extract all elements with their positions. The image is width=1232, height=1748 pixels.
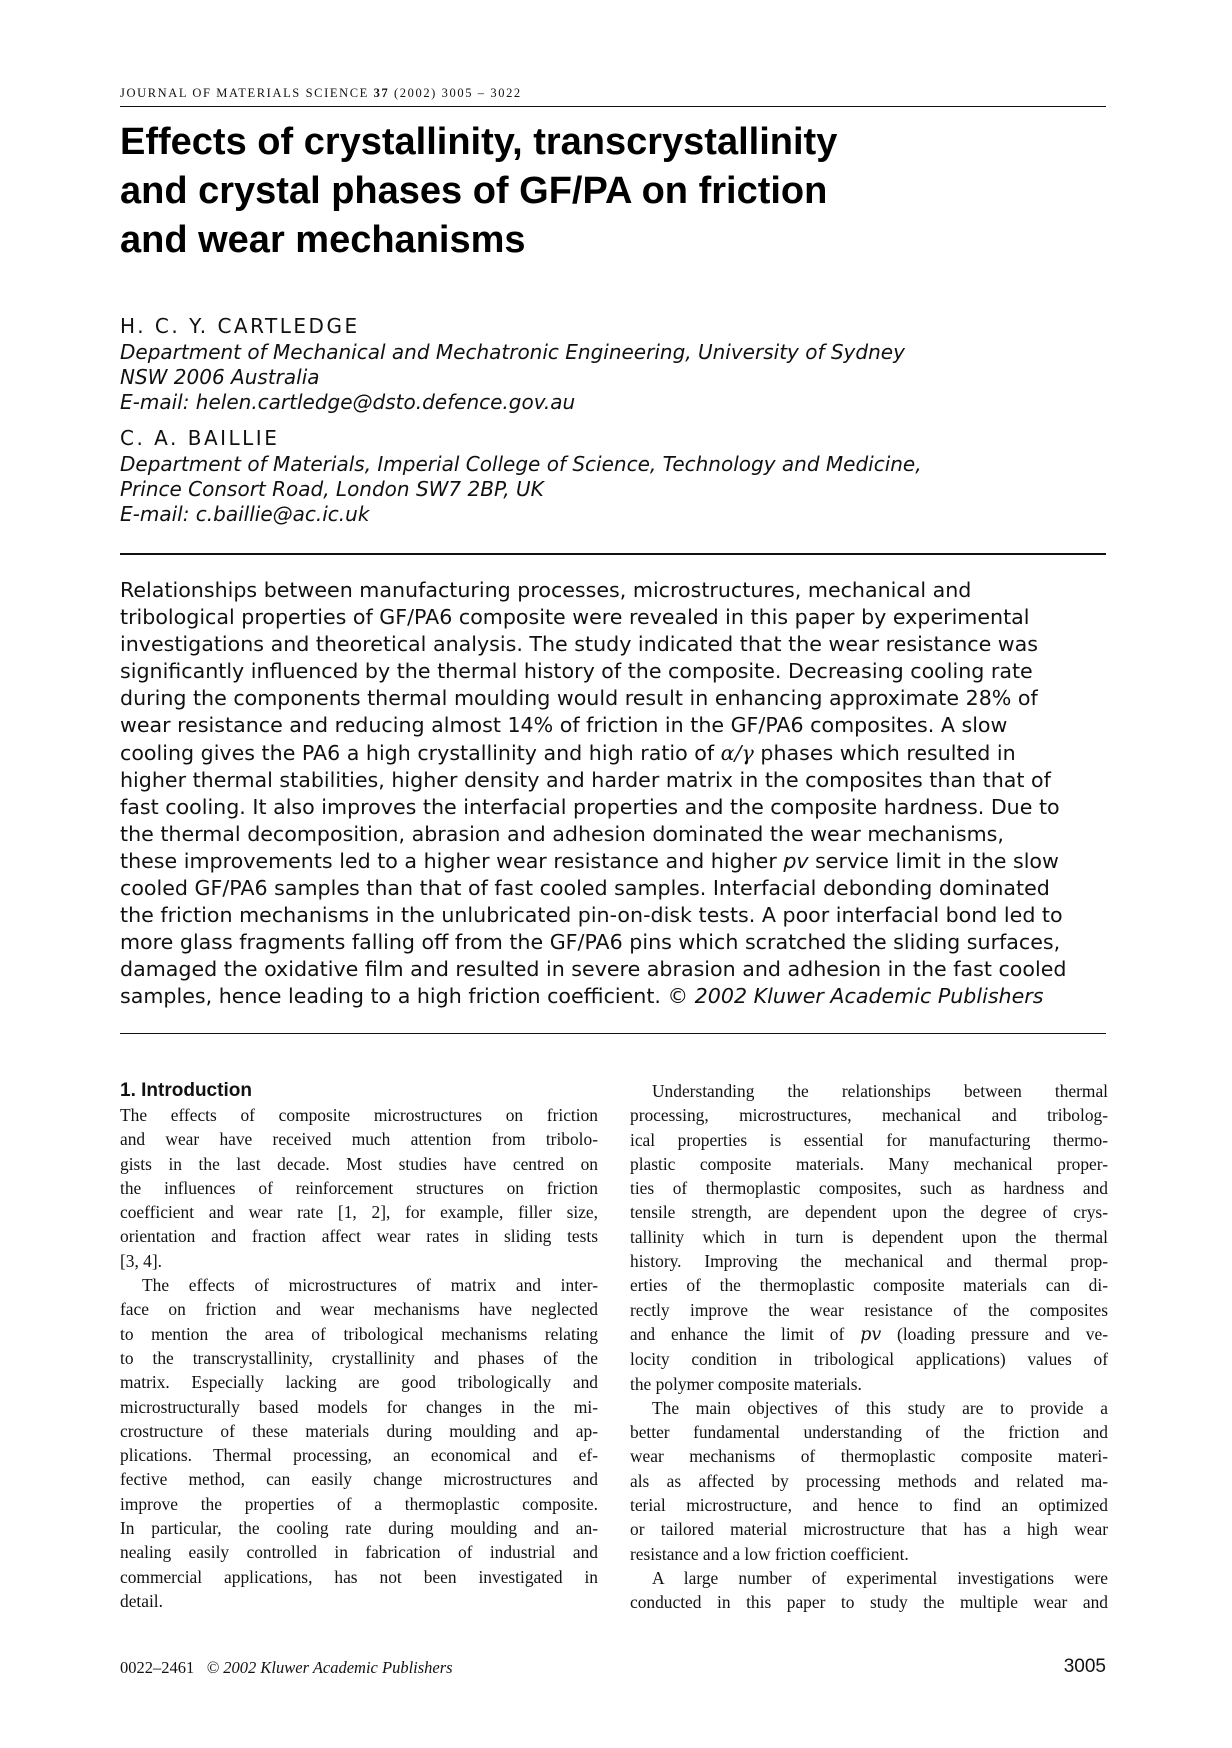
abstract-line: damaged the oxidative film and resulted in severe abrasion and adhesion in the fast cooled (120, 957, 1067, 982)
title-line: and wear mechanisms (120, 219, 526, 261)
abstract-line: during the components thermal moulding would result in enhancing approximate 28% of (120, 686, 1038, 711)
body-line: erties of the thermoplastic composite materials can di- (630, 1275, 1108, 1296)
abstract-text: service limit in the slow (808, 848, 1059, 873)
body-line: gists in the last decade. Most studies have centred on (120, 1153, 598, 1174)
abstract-line (120, 848, 1106, 875)
body-line: processing, microstructures, mechanical and tribolog- (630, 1105, 1108, 1126)
body-line: conducted in this paper to study the multiple wear and (630, 1592, 1108, 1613)
body-line (630, 1322, 1108, 1347)
author-affiliation: Prince Consort Road, London SW7 2BP, UK (120, 477, 544, 501)
abstract-line: fast cooling. It also improves the interfacial properties and the composite hardness. Due to (120, 794, 1060, 819)
abstract-text: samples, hence leading to a high friction coefficient. (120, 984, 668, 1009)
body-line: In particular, the cooling rate during moulding and an- (120, 1518, 598, 1539)
body-line: terial microstructure, and hence to find an optimized (630, 1495, 1108, 1516)
author-affiliation: Department of Materials, Imperial College of Science, Technology and Medicine, (120, 452, 922, 476)
body-line: improve the properties of a thermoplastic composite. (120, 1493, 598, 1514)
abstract-line: investigations and theoretical analysis. The study indicated that the wear resistance was (120, 632, 1039, 657)
body-line: wear mechanisms of thermoplastic composite materi- (630, 1446, 1108, 1467)
author-email: E-mail: helen.cartledge@dsto.defence.gov.au (120, 390, 576, 414)
page-number: 3005 (1063, 1656, 1106, 1677)
body-line: or tailored material microstructure that has a high wear (630, 1519, 1108, 1540)
title-line: Effects of crystallinity, transcrystallinity (120, 121, 838, 163)
journal-year-pages: (2002) 3005 – 3022 (389, 86, 522, 100)
body-line: The main objectives of this study are to provide a (652, 1397, 1108, 1418)
author-email: E-mail: c.baillie@ac.ic.uk (120, 502, 370, 526)
abstract-line (120, 983, 1106, 1010)
body-line: plastic composite materials. Many mechanical proper- (630, 1153, 1108, 1174)
author-name: H. C. Y. CARTLEDGE (120, 314, 360, 338)
body-line: tallinity which in turn is dependent upon the thermal (630, 1226, 1108, 1247)
footer-copyright: © 2002 Kluwer Academic Publishers (206, 1658, 453, 1677)
author-block-1 (120, 313, 1106, 415)
left-column (120, 1079, 598, 1613)
body-line: to the transcrystallinity, crystallinity and phases of the (120, 1347, 598, 1368)
abstract-line: cooled GF/PA6 samples than that of fast cooled samples. Interfacial debonding dominated (120, 876, 1050, 901)
right-column (630, 1079, 1108, 1615)
pv-term: pv (783, 848, 809, 873)
abstract-text: these improvements led to a higher wear resistance and higher (120, 848, 784, 873)
abstract-line: more glass fragments falling off from the GF/PA6 pins which scratched the sliding surfaces, (120, 930, 1061, 955)
abstract-text: cooling gives the PA6 a high crystallinity and high ratio of (120, 740, 721, 765)
abstract-line: Relationships between manufacturing processes, microstructures, mechanical and (120, 578, 972, 602)
journal-name: JOURNAL OF MATERIALS SCIENCE (120, 86, 374, 100)
abstract-top-rule (120, 553, 1106, 555)
author-name: C. A. BAILLIE (120, 426, 280, 450)
body-line: The effects of microstructures of matrix and inter- (142, 1275, 598, 1296)
body-line: matrix. Especially lacking are good tribologically and (120, 1372, 598, 1393)
body-line: plications. Thermal processing, an economical and ef- (120, 1445, 598, 1466)
abstract-line: the friction mechanisms in the unlubricated pin-on-disk tests. A poor interfacial bond led to (120, 903, 1063, 928)
abstract-text: phases which resulted in (753, 740, 1016, 765)
abstract-line: the thermal decomposition, abrasion and adhesion dominated the wear mechanisms, (120, 821, 1004, 846)
journal-header (120, 86, 1106, 101)
body-line: to mention the area of tribological mechanisms relating (120, 1323, 598, 1344)
body-line: tensile strength, are dependent upon the degree of crys- (630, 1202, 1108, 1223)
abstract-bottom-rule (120, 1033, 1106, 1034)
body-line: nealing easily controlled in fabrication of industrial and (120, 1542, 598, 1563)
body-line: the polymer composite materials. (630, 1373, 862, 1394)
issn: 0022–2461 (120, 1658, 195, 1677)
body-line: The effects of composite microstructures on friction (120, 1105, 598, 1125)
body-line: coefficient and wear rate [1, 2], for example, filler size, (120, 1202, 598, 1223)
body-line: Understanding the relationships between thermal (652, 1081, 1108, 1101)
section-heading: 1. Introduction (120, 1080, 252, 1101)
body-line: als as affected by processing methods and related ma- (630, 1470, 1108, 1491)
body-text: and enhance the limit of (630, 1323, 861, 1344)
body-line: locity condition in tribological applications) values of (630, 1349, 1108, 1370)
body-line: ical properties is essential for manufacturing thermo- (630, 1129, 1108, 1150)
abstract-line: higher thermal stabilities, higher density and harder matrix in the composites than that of (120, 767, 1051, 792)
body-line: [3, 4]. (120, 1250, 163, 1271)
abstract-line: wear resistance and reducing almost 14% of friction in the GF/PA6 composites. A slow (120, 713, 1008, 738)
body-line: face on friction and wear mechanisms have neglected (120, 1299, 598, 1320)
abstract (120, 577, 1106, 1011)
footer-issn (120, 1658, 453, 1678)
pv-term: pv (860, 1324, 882, 1345)
body-line: history. Improving the mechanical and thermal prop- (630, 1251, 1108, 1272)
body-line: the influences of reinforcement structures on friction (120, 1177, 598, 1198)
author-block-2 (120, 425, 1106, 527)
header-rule (120, 106, 1106, 107)
body-line: ties of thermoplastic composites, such as hardness and (630, 1178, 1108, 1199)
body-line: A large number of experimental investigations were (652, 1567, 1108, 1588)
body-text: (loading pressure and ve- (881, 1323, 1108, 1344)
alpha-gamma-symbol: α/γ (720, 740, 754, 765)
body-line: commercial applications, has not been investigated in (120, 1566, 598, 1587)
abstract-line: tribological properties of GF/PA6 composite were revealed in this paper by experimental (120, 605, 1030, 630)
body-line: orientation and fraction affect wear rates in sliding tests (120, 1226, 598, 1247)
abstract-copyright: © 2002 Kluwer Academic Publishers (667, 984, 1044, 1009)
title-line: and crystal phases of GF/PA on friction (120, 170, 828, 212)
author-affiliation: Department of Mechanical and Mechatronic Engineering, University of Sydney (120, 340, 905, 364)
body-line: detail. (120, 1590, 163, 1611)
body-line: fective method, can easily change microstructures and (120, 1469, 598, 1490)
author-affiliation: NSW 2006 Australia (120, 365, 320, 389)
abstract-line: significantly influenced by the thermal history of the composite. Decreasing cooling rate (120, 659, 1033, 684)
body-line: and wear have received much attention from tribolo- (120, 1129, 598, 1150)
body-line: rectly improve the wear resistance of the composites (630, 1299, 1108, 1320)
body-line: microstructurally based models for changes in the mi- (120, 1396, 598, 1417)
abstract-line (120, 740, 1106, 767)
body-line: resistance and a low friction coefficient. (630, 1543, 909, 1564)
body-line: crostructure of these materials during moulding and ap- (120, 1420, 598, 1441)
journal-volume: 37 (373, 86, 390, 100)
paper-title (120, 118, 940, 265)
body-line: better fundamental understanding of the friction and (630, 1422, 1108, 1443)
